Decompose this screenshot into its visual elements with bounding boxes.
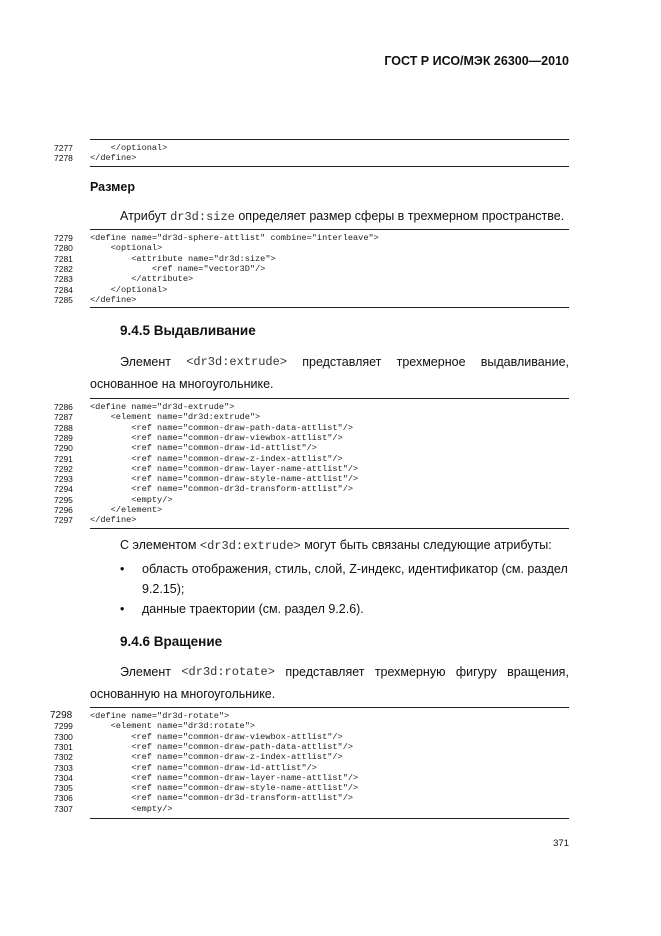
rotate-paragraph-line2: основанную на многоугольнике.	[90, 687, 276, 701]
line-number: 7295	[54, 494, 73, 505]
code-bottom-rule	[90, 818, 569, 819]
code-line: <ref name="common-draw-layer-name-attlist"/>	[90, 463, 359, 474]
line-number: 7307	[54, 803, 73, 814]
code-line: <define name="dr3d-extrude">	[90, 402, 235, 412]
rotate-word: вращения,	[507, 665, 569, 679]
line-number: 7289	[54, 432, 73, 443]
code-line: </define>	[90, 153, 137, 164]
code-line: <empty/>	[90, 803, 173, 814]
bullet-item-1-line2: 9.2.15);	[142, 582, 185, 596]
bullet-item-2: данные траектории (см. раздел 9.2.6).	[142, 602, 364, 616]
code-line: </optional>	[90, 284, 168, 295]
code-line: <ref name="common-draw-style-name-attlist"/>	[90, 474, 359, 485]
code-line: <ref name="common-dr3d-transform-attlist"/>	[90, 793, 354, 804]
code-line: <element name="dr3d:extrude">	[90, 412, 261, 423]
size-paragraph	[120, 207, 564, 226]
intro-text: С элементом	[120, 538, 200, 552]
code-line: <ref name="common-draw-id-attlist"/>	[90, 762, 317, 773]
line-number: 7292	[54, 463, 73, 474]
extrude-element-code: <dr3d:extrude>	[199, 539, 301, 553]
line-number: 7281	[54, 253, 73, 264]
code-bottom-rule	[90, 166, 569, 167]
section-title-rotate: 9.4.6 Вращение	[120, 634, 223, 649]
bullet-symbol: •	[120, 562, 125, 576]
code-line: <element name="dr3d:rotate">	[90, 721, 256, 732]
code-top-rule	[90, 398, 569, 399]
extrude-paragraph-line1	[120, 353, 569, 371]
extrude-word: представляет	[302, 355, 382, 369]
code-line: <ref name="vector3D"/>	[90, 263, 266, 274]
code-line: <empty/>	[90, 494, 173, 505]
code-line: <ref name="common-draw-id-attlist"/>	[90, 443, 317, 454]
bullet-symbol: •	[120, 602, 125, 616]
code-bottom-rule	[90, 307, 569, 308]
page-number: 371	[553, 838, 569, 849]
line-number: 7290	[54, 443, 73, 454]
extrude-attributes-intro	[120, 536, 552, 555]
code-bottom-rule	[90, 528, 569, 529]
rotate-word: фигуру	[455, 665, 497, 679]
code-line: </element>	[90, 505, 163, 515]
line-number: 7284	[54, 284, 73, 295]
code-line: <optional>	[90, 243, 163, 254]
size-paragraph-text: Атрибут	[120, 209, 171, 223]
document-header: ГОСТ Р ИСО/МЭК 26300—2010	[384, 54, 569, 68]
code-line: </attribute>	[90, 274, 194, 285]
rotate-word: Элемент	[120, 665, 171, 679]
rotate-element-code: <dr3d:rotate>	[181, 665, 275, 679]
code-top-rule	[90, 707, 569, 708]
rotate-word: трехмерную	[374, 665, 446, 679]
line-number: 7304	[54, 772, 73, 783]
extrude-element-code: <dr3d:extrude>	[186, 355, 288, 369]
line-number: 7302	[54, 752, 73, 763]
line-number: 7296	[54, 505, 73, 515]
line-number: 7287	[54, 412, 73, 423]
bullet-item-1-line1: область отображения, стиль, слой, Z-индекс, идентификатор (см. раздел	[142, 562, 568, 576]
rotate-paragraph-line1	[120, 663, 569, 681]
code-line: </define>	[90, 515, 137, 526]
line-number: 7297	[54, 515, 73, 526]
code-line: <ref name="common-draw-viewbox-attlist"/>	[90, 432, 343, 443]
code-line: <attribute name="dr3d:size">	[90, 253, 276, 264]
line-number: 7299	[54, 721, 73, 732]
line-number: 7288	[54, 422, 73, 433]
code-line: <ref name="common-draw-z-index-attlist"/>	[90, 453, 343, 464]
rotate-word: представляет	[285, 665, 365, 679]
code-top-rule	[90, 229, 569, 230]
line-number: 7301	[54, 741, 73, 752]
code-top-rule	[90, 139, 569, 140]
intro-text-end: могут быть связаны следующие атрибуты:	[300, 538, 552, 552]
line-number: 7305	[54, 783, 73, 794]
line-number: 7291	[54, 453, 73, 464]
section-title-extrude: 9.4.5 Выдавливание	[120, 323, 256, 338]
code-line: </optional>	[90, 143, 168, 153]
line-number: 7294	[54, 484, 73, 495]
code-line: <ref name="common-draw-z-index-attlist"/>	[90, 752, 343, 763]
line-number: 7303	[54, 762, 73, 773]
line-number: 7277	[54, 143, 73, 153]
line-number: 7285	[54, 294, 73, 305]
line-number: 7293	[54, 474, 73, 485]
extrude-word: выдавливание,	[480, 355, 569, 369]
line-number: 7278	[54, 153, 73, 164]
line-number: 7286	[54, 402, 73, 412]
code-line: <ref name="common-draw-viewbox-attlist"/>	[90, 731, 343, 742]
line-number: 7282	[54, 263, 73, 274]
size-attribute-code: dr3d:size	[170, 210, 235, 224]
section-title-size: Размер	[90, 180, 136, 194]
code-line: </define>	[90, 294, 137, 305]
code-line: <ref name="common-draw-layer-name-attlist"/>	[90, 772, 359, 783]
code-line: <ref name="common-draw-path-data-attlist"/>	[90, 741, 354, 752]
line-number: 7300	[54, 731, 73, 742]
extrude-word: Элемент	[120, 355, 171, 369]
line-number: 7279	[54, 233, 73, 243]
line-number: 7298	[50, 710, 73, 721]
extrude-paragraph-line2: основанное на многоугольнике.	[90, 377, 274, 391]
line-number: 7306	[54, 793, 73, 804]
size-paragraph-text-end: определяет размер сферы в трехмерном пространстве.	[234, 209, 565, 223]
code-line: <ref name="common-draw-path-data-attlist"/>	[90, 422, 354, 433]
line-number: 7283	[54, 274, 73, 285]
code-line: <ref name="common-dr3d-transform-attlist"/>	[90, 484, 354, 495]
code-line: <ref name="common-draw-style-name-attlist"/>	[90, 783, 359, 794]
code-line: <define name="dr3d-rotate">	[90, 711, 230, 721]
extrude-word: трехмерное	[396, 355, 466, 369]
code-line: <define name="dr3d-sphere-attlist" combine="interleave">	[90, 233, 379, 243]
line-number: 7280	[54, 243, 73, 254]
